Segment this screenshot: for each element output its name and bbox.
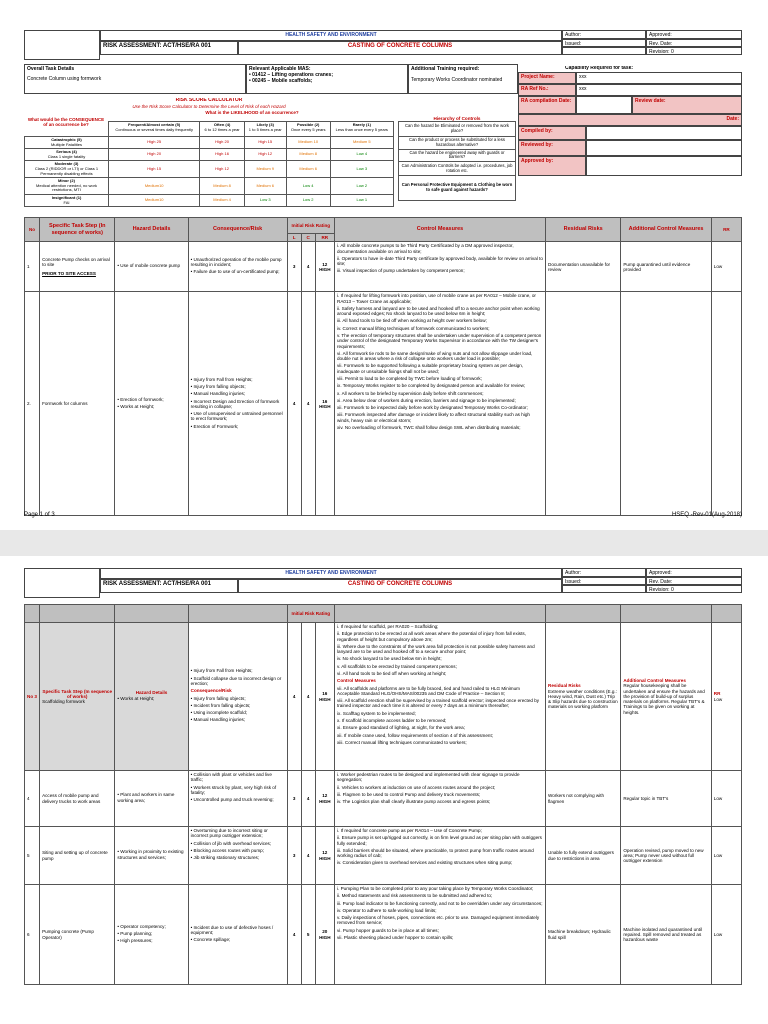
issued-field: Issued: (562, 39, 646, 47)
col-controls: Control Measures (335, 218, 546, 242)
table-row (25, 827, 742, 885)
row-controls: i. If required for lifting formwork into position, use of mobile crane as per RA012 – Mobile crane, or RA013 – Tower Crane as applicable; ii. Safety harness and lanyard are to be used and hooked off to a secure anchor point when working around exposed edges; No shock lanyard to be used below 6m in height; iii. All hand tools to be tied off when working at height over workers below; iv. Correct manual lifting techniques of formwork communicated to workers; v. The erection of temporary structures shall be undertaken under supervision of a competent person under control of the designated Temporary Works Supervisor in accordance with the TW designer's requirements; vi. All formwork tie rods to be same design/make of wing nuts and not allow slippage under load, double nut in areas where a risk of collapse onto workers under load is possible; vii. Formwork to be supported following a suitable proprietary bracing system as per design, inadequate or unsuitable fixings shall not be used; viii. Permit to load to be completed by TWC before loading of formwork; ix. Temporary Works register to be completed by designated person and available for review; x. All workers to be briefed by supervision daily before shift commences; xi. Area below clear of workers during erection, barriers and signage to be implemented; xii. Formwork to be inspected daily before work by designated Temporary Works Co-ordinator; xiii. Formwork inspected after damage or incident likely to affect structural stability such as high winds, heavy rain or electrical storm; xiv. No overloading of formwork, TWC shall follow design SWL when distributing materials; (335, 292, 546, 516)
row-c: 4 (301, 242, 315, 292)
row-residual: Unable to fully extend outriggers due to restrictions in area (546, 827, 621, 885)
col-rr: RR (711, 218, 741, 242)
calc-cell: Low 1 (330, 194, 393, 206)
col-hazard: Hazard Details (115, 218, 188, 242)
header-cell (546, 605, 621, 623)
row-rr: 12 HIGH (315, 771, 334, 827)
compiled-value (586, 126, 742, 140)
row-hazard: • Working in proximity to existing structures and services; (115, 827, 188, 885)
row-c: 4 (301, 827, 315, 885)
row-l: 4 (287, 623, 301, 771)
org-name: HEALTH SAFETY AND ENVIRONMENT (100, 30, 562, 41)
row-additional: Regular topic in TBT's (621, 771, 711, 827)
col-additional: Additional Control Measures (621, 218, 711, 242)
row-step: Specific Task Step (In sequence of works) Scaffolding formwork (40, 623, 115, 771)
approved-field: Approved: (646, 568, 742, 577)
issued-field: Issued: (562, 577, 646, 585)
calc-col-header: Possible (2) Once every 5 years (286, 122, 330, 137)
col-step: Specific Task Step (In sequence of works) (40, 218, 115, 242)
hierarchy-title: Hierarchy of Controls (433, 116, 481, 121)
row-no: 5 (25, 827, 40, 885)
col-rr-initial: RR (315, 234, 334, 242)
calc-cell: Medium10 (109, 194, 200, 206)
compilation-value (576, 96, 632, 114)
overall-task-label: Overall Task Details (27, 66, 75, 72)
calc-cell: Medium 5 (330, 137, 393, 149)
mas-label: Relevant Applicable MAS: (249, 66, 311, 72)
row-consequence: • Incident due to use of defective hoses / equipment; • Concrete spillage; (188, 885, 287, 985)
doc-title: CASTING OF CONCRETE COLUMNS (238, 41, 562, 55)
row-step: Siting and setting up of concrete pump (40, 827, 115, 885)
row-additional: Operation revised, pump moved to new area; Pump never used without full outrigger extension (621, 827, 711, 885)
footer-ref: HSEQ -Rev-01(Aug-2018) (671, 512, 742, 518)
risk-table (24, 217, 742, 516)
page-2 (0, 556, 768, 1024)
row-rr-final: Low (711, 242, 741, 292)
row-residual: Machine breakdown; Hydraulic fluid spill (546, 885, 621, 985)
row-controls: i. All mobile concrete pumps to be Third Party Certificated by a DM approved inspector, documentation available on arrival to site; ii. Operators to have in-date Third Party certificate by approved body, available for review on arrival to site; iii. Visual inspection of pump undertaken by competent person; (335, 242, 546, 292)
calc-cell: High 12 (200, 161, 244, 178)
calc-cell: Medium 10 (286, 137, 330, 149)
col-consequence: Consequence/Risk (188, 218, 287, 242)
table-row (25, 623, 742, 771)
calc-cell: High 25 (109, 137, 200, 149)
calc-cell: Medium 6 (286, 161, 330, 178)
approved-field: Approved: (646, 30, 742, 39)
table-row (25, 885, 742, 985)
row-c: 5 (301, 885, 315, 985)
calc-corner (25, 122, 109, 137)
row-l: 4 (287, 292, 301, 516)
row-consequence: • Overturning due to incorrect siting or incorrect pump outrigger extension; • Collision of jib with overhead services; • Blocking access routes with pump; • Jib striking stationary structures; (188, 827, 287, 885)
date-label: Date: (518, 114, 742, 126)
training-value: Temporary Works Coordinator nominated (411, 77, 503, 83)
calc-col-header: Frequent/Almost certain (5) Continuous or several times daily frequently (109, 122, 200, 137)
row-consequence: • Injury from Fall from Heights; • Scaffold collapse due to incorrect design or erection; Consequence/Risk • Injury from falling objects; • Incident from falling objects; • Using incomplete scaffold; • Manual Handling injuries; (188, 623, 287, 771)
logo-box (24, 30, 100, 60)
row-c: 4 (301, 623, 315, 771)
compiled-label: Compiled by: (518, 126, 586, 140)
row-additional: Machine isolated and quarantined until repaired. Spill removed and treated as hazardous waste (621, 885, 711, 985)
col-no: No (25, 218, 40, 242)
ra-ref-value: xxx (576, 84, 742, 96)
calc-cell: Low 2 (286, 194, 330, 206)
calc-cell: Medium 4 (200, 194, 244, 206)
header-cell (621, 605, 711, 623)
hierarchy-row: Can the hazard be engineered away with guards or barriers? (399, 149, 516, 162)
logo-box (24, 568, 100, 598)
capability-label: Capability Required for task: (565, 66, 634, 71)
row-consequence: • Unauthorized operation of the mobile pump resulting in incident; • Failure due to use of un-certificated pump; (188, 242, 287, 292)
row-no: No 3 (25, 623, 40, 771)
hierarchy-row: Can the hazard be Eliminated or removed from the work place? (399, 122, 516, 137)
row-rr-final: Low (711, 885, 741, 985)
rev-date-field: Rev. Date: (646, 577, 742, 585)
author-field: Author: (562, 30, 646, 39)
row-additional: Pump quarantined until evidence provided (621, 242, 711, 292)
author-field: Author: (562, 568, 646, 577)
row-rr: 20 HIGH (315, 885, 334, 985)
calc-cell: Low 3 (244, 194, 286, 206)
row-step: Concrete Pump checks on arrival to site PRIOR TO SITE ACCESS (40, 242, 115, 292)
hierarchy-table (398, 121, 516, 201)
row-step: Pumping concrete (Pump Operator) (40, 885, 115, 985)
calc-title: RISK SCORE CALCULATOR (175, 98, 243, 103)
row-rr-final (711, 292, 741, 516)
calc-row-header: Minor (2) Medical attention needed, no work restrictions, MTI (25, 178, 109, 195)
compilation-label: RA compilation Date: (518, 96, 576, 114)
header-cell (40, 605, 115, 623)
calc-cell: Medium 8 (286, 149, 330, 161)
hierarchy-row: Can Administration Controls be adopted i.e. procedures, job rotation etc. (399, 162, 516, 176)
reviewed-label: Reviewed by: (518, 140, 586, 156)
revision-field: Revision: 0 (646, 47, 742, 55)
row-rr-final: RR Low (711, 623, 741, 771)
overall-task-value: Concrete Column using formwork (27, 76, 102, 82)
row-controls: i. Pumping Plan to be completed prior to any pour taking place by Temporary Works Coordinator; ii. Method statements and risk assessments to be submitted and adhered to; iii. Pump load indicator to be functioning correctly, and not to be overridden under any circumstances; iv. Operator to adhere to safe working load limits; v. Daily inspections of hoses, pipes, connections etc. prior to use. Damaged equipment immediately removed from service; vi. Pump hopper guards to be in place at all times; vii. Plastic sheeting placed under hopper to contain spills; (335, 885, 546, 985)
calc-cell: High 12 (244, 149, 286, 161)
calc-col-header: Likely (3) 1 to 5 times a year (244, 122, 286, 137)
header-cell (335, 605, 546, 623)
calc-cell: High 15 (244, 137, 286, 149)
training-box (408, 64, 518, 94)
row-controls: i. Worker pedestrian routes to be designed and implemented with clear signage to provide segregation; ii. Vehicles to workers at induction on use of access routes around the project; iii. Flagmen to be used to control Pump and delivery truck movements; iv. The Logistics plan shall clearly illustrate pump access and egress points; (335, 771, 546, 827)
hierarchy-row: Can the product or process be substituted for a less hazardous alternative? (399, 137, 516, 150)
risk-table-continued (24, 604, 742, 985)
doc-ref: RISK ASSESSMENT: ACT/HSE/RA 001 (100, 41, 238, 55)
calc-cell: Medium 9 (244, 161, 286, 178)
calc-row-header: Moderate (3) Class 2 (RIDDOR or LTI) or Class 1 Permanently disabling effects (25, 161, 109, 178)
project-name-label: Project Name: (518, 72, 576, 84)
doc-ref: RISK ASSESSMENT: ACT/HSE/RA 001 (100, 579, 238, 593)
likelihood-label: What is the LIKELIHOOD of an occurrence? (205, 110, 299, 115)
row-additional: Additional Control Measures Regular housekeeping shall be undertaken and ensure the hazards and the provision of build-up of surplus materials on platforms. Regular TBT's & Trainings to be given on working at heights. (621, 623, 711, 771)
mas-box (246, 64, 408, 94)
row-no: 4 (25, 771, 40, 827)
header-cell (25, 605, 40, 623)
row-residual (546, 292, 621, 516)
row-hazard: Hazard Details • Works at Height; (115, 623, 188, 771)
header-cell (711, 605, 741, 623)
calc-cell: High 15 (109, 161, 200, 178)
calc-cell: Medium 6 (244, 178, 286, 195)
calc-row-header: Catastrophic (5) Multiple Fatalities (25, 137, 109, 149)
row-hazard: • Plant and workers in same working area; (115, 771, 188, 827)
approved-value (586, 156, 742, 176)
reviewed-value (586, 140, 742, 156)
row-l: 4 (287, 885, 301, 985)
row-residual: Workers not complying with flagmen (546, 771, 621, 827)
row-hazard: • Erection of formwork; • Works at Height; (115, 292, 188, 516)
row-residual: Documentation unavailable for review (546, 242, 621, 292)
row-rr: 12 HIGH (315, 242, 334, 292)
consequence-label: What would be the CONSEQUENCE of an occurrence be? (27, 117, 105, 128)
header-cell (188, 605, 287, 623)
table-row (25, 292, 742, 516)
calc-cell: Low 4 (330, 149, 393, 161)
revision-field: Revision: 0 (646, 585, 742, 593)
review-label: Review date: (632, 96, 742, 114)
table-row (25, 771, 742, 827)
hierarchy-row: Can Personal Protective Equipment & Clothing be worn to safe guard against hazards? (399, 176, 516, 201)
calc-cell: High 16 (200, 149, 244, 161)
rev-date-field: Rev. Date: (646, 39, 742, 47)
col-l: L (287, 234, 301, 242)
approved-label: Approved by: (518, 156, 586, 176)
calc-row-header: Insignificant (1) FAI (25, 194, 109, 206)
col-c: C (301, 234, 315, 242)
row-no: 6 (25, 885, 40, 985)
row-rr: 16 HIGH (315, 292, 334, 516)
ra-ref-label: RA Ref No.: (518, 84, 576, 96)
mas-item: • 01412 – Lifting operations cranes; (249, 72, 333, 78)
overall-task (24, 64, 246, 94)
col-initial: Initial Risk Rating (287, 605, 334, 623)
org-name: HEALTH SAFETY AND ENVIRONMENT (100, 568, 562, 579)
calc-cell: High 20 (200, 137, 244, 149)
training-label: Additional Training required: (411, 66, 480, 72)
row-consequence: • Injury from Fall from Heights; • Injury from falling objects; • Manual Handling injuries; • Incorrect Design and Erection of formwork resulting in collapse; • Use of unsupervised or untrained personnel to erect formwork; • Erection of Formwork; (188, 292, 287, 516)
row-rr: 16 HIGH (315, 623, 334, 771)
row-c: 4 (301, 771, 315, 827)
calc-col-header: Often (4) 6 to 12 times a year (200, 122, 244, 137)
calc-cell: Low 4 (286, 178, 330, 195)
page-number: Page 1 of 3 (24, 512, 55, 518)
row-c: 4 (301, 292, 315, 516)
row-additional (621, 292, 711, 516)
col-initial: Initial Risk Rating (287, 218, 334, 234)
calc-cell: Medium10 (109, 178, 200, 195)
table-row (25, 242, 742, 292)
blank-field (562, 585, 646, 593)
calc-cell: Low 2 (330, 178, 393, 195)
row-controls: i. If required for scaffold, per RA020 – Scaffolding; ii. Edge protection to be erected at all work areas where the potential of injury from fall exists, regardless of height but compulsory above 2m; iii. Where due to the constraints of the work area fall protection is not possible safety harness and lanyard are to be used and hooked off to a secure anchor point; iv. No shock lanyard to be used below 6m in height; v. All scaffolds to be erected by trained competent persons; vi. All hand tools to be tied off when working at height; Control Measures vii. All scaffolds and platforms are to be fully braced, tied and hand railed to HLG Minimum Acceptable Standard HLG/OHS/MAS/00235 and DM Code of Practice – Section 8; viii. All scaffold erection shall be supervised by a trained scaffold erector; inspected once erected by trained inspector and each time it is altered or every 7 days as a minimum thereafter; ix. Scafftag system to be implemented; x. If scaffold incomplete access ladder to be removed; xi. Ensure good standard of lighting, at night, for the work area; xii. If mobile crane used, follow requirements of section 4 of this assessment; xiii. Correct manual lifting techniques communicated to workers; (335, 623, 546, 771)
header-overlay-row (25, 605, 742, 623)
row-l: 3 (287, 771, 301, 827)
risk-calculator (24, 121, 394, 207)
calc-cell: Low 3 (330, 161, 393, 178)
header-cell (115, 605, 188, 623)
row-step: Access of mobile pump and delivery trucks to work areas (40, 771, 115, 827)
calc-subtitle: Use the Risk Score Calculator to Determine the Level of Risk of each Hazard (132, 104, 286, 109)
calc-col-header: Rarely (1) Less than once every 5 years (330, 122, 393, 137)
calc-cell: High 20 (109, 149, 200, 161)
row-rr: 12 HIGH (315, 827, 334, 885)
row-rr-final: Low (711, 771, 741, 827)
row-step: Formwork for columns (40, 292, 115, 516)
row-hazard: • Use of mobile concrete pump (115, 242, 188, 292)
row-no: 1 (25, 242, 40, 292)
mas-item: • 00245 – Mobile scaffolds; (249, 78, 313, 84)
row-consequence: • Collision with plant or vehicles and live traffic; • Workers struck by plant, very high risk of fatality; • Uncontrolled pump and truck reversing; (188, 771, 287, 827)
row-residual: Residual Risks Extreme weather conditions (E.g.: Heavy wind, Rain, Dust etc.) Trip & Slip hazards due to construction materials on working platform (546, 623, 621, 771)
project-name-value: xxx (576, 72, 742, 84)
row-l: 3 (287, 827, 301, 885)
col-residual: Residual Risks (546, 218, 621, 242)
row-l: 3 (287, 242, 301, 292)
calc-row-header: Serious (4) Class 1 single fatality (25, 149, 109, 161)
row-hazard: • Operator competency; • Pump planning; • High pressures; (115, 885, 188, 985)
calc-cell: Medium 8 (200, 178, 244, 195)
row-no: 2. (25, 292, 40, 516)
row-rr-final: Low (711, 827, 741, 885)
doc-title: CASTING OF CONCRETE COLUMNS (238, 579, 562, 593)
row-controls: i. If required for concrete pump as per RA014 – Use of Concrete Pump; ii. Ensure pump is set up/rigged out correctly, is on firm level ground as per siting plan with outriggers fully extended; iii. Solid barriers should be situated, where practicable, to protect pump from traffic routes around working radius of cab; iv. Consideration given to overhead services and existing structures when siting pump; (335, 827, 546, 885)
blank-field (562, 47, 646, 55)
